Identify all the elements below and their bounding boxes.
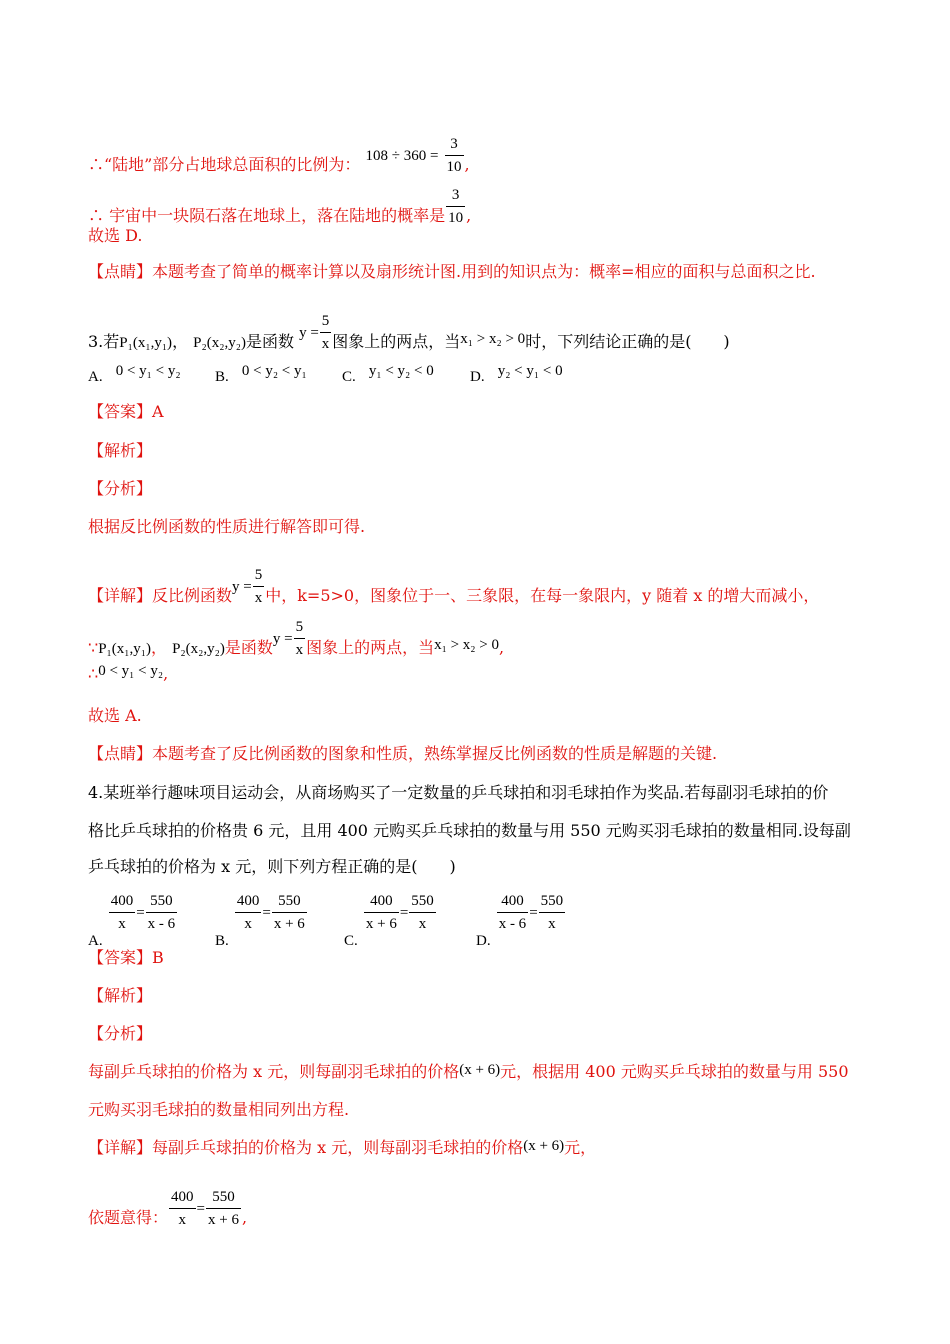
q3-option-a[interactable]: A. 0 < y₁ < y₂ bbox=[88, 363, 181, 385]
q3-fenxi-text: 根据反比例函数的性质进行解答即可得. bbox=[88, 517, 366, 536]
q3-func-frac: $\frac{5}{x}$ bbox=[320, 310, 332, 355]
q4-option-c[interactable]: C. $\frac{400}{x + 6}$ = $\frac{550}{x}$ bbox=[344, 900, 437, 945]
q4-option-a[interactable]: A. $\frac{400}{x}$ = $\frac{550}{x - 6}$ bbox=[88, 900, 178, 945]
choose-d: 故选 D. bbox=[88, 226, 143, 245]
q4-xiangjie: 【详解】每副乒乓球拍的价格为 x 元，则每副羽毛球拍的价格(x + 6)元， bbox=[88, 1138, 597, 1157]
q3-option-c[interactable]: C. y₁ < y₂ < 0 bbox=[342, 363, 434, 385]
q3-xiangjie-frac: $\frac{5}{x}$ bbox=[253, 564, 265, 609]
q3-dianjing: 【点睛】本题考查了反比例函数的图象和性质，熟练掌握反比例函数的性质是解题的关键. bbox=[88, 744, 718, 763]
q4-fenxi-line1: 每副乒乓球拍的价格为 x 元，则每副羽毛球拍的价格(x + 6)元，根据用 400 元购买乒乓球拍的数量与用 550 bbox=[88, 1062, 849, 1081]
q3-jiexi: 【解析】 bbox=[88, 441, 153, 460]
q3-choose: 故选 A. bbox=[88, 706, 142, 725]
fraction-3-10-b: $\frac{3}{10}$ bbox=[446, 184, 465, 229]
q3-because-frac: $\frac{5}{x}$ bbox=[294, 616, 306, 661]
q4-fenxi-line2: 元购买羽毛球拍的数量相同列出方程. bbox=[88, 1100, 350, 1119]
q4-answer: 【答案】B bbox=[88, 948, 164, 967]
q3-option-d[interactable]: D. y₂ < y₁ < 0 bbox=[470, 363, 563, 385]
q4-option-d[interactable]: D. $\frac{400}{x - 6}$ = $\frac{550}{x}$ bbox=[476, 900, 566, 945]
q3-fenxi: 【分析】 bbox=[88, 479, 153, 498]
q3-stem: 3.若P₁(x₁,y₁)， P₂(x₂,y₂)是函数 y = $\frac{5}{x}$ 图象上的两点，当x₁ > x₂ > 0时，下列结论正确的是( ) bbox=[88, 320, 730, 365]
probability-line: ∴ 宇宙中一块陨石落在地球上，落在陆地的概率是 $\frac{3}{10}$ , bbox=[88, 194, 471, 239]
q4-jiexi: 【解析】 bbox=[88, 986, 153, 1005]
fraction-3-10: $\frac{3}{10}$ bbox=[445, 133, 464, 178]
q4-stem-1: 4.某班举行趣味项目运动会，从商场购买了一定数量的乒乓球拍和羽毛球拍作为奖品.若每副羽毛球拍的价 bbox=[88, 783, 829, 802]
q4-fenxi: 【分析】 bbox=[88, 1024, 153, 1043]
q3-therefore-line: ∴0 < y₁ < y₂, bbox=[88, 663, 169, 683]
ratio-line: ∴“陆地”部分占地球总面积的比例为： 108 ÷ 360 = $\frac{3}{10}$ , bbox=[88, 143, 470, 188]
q4-final-equation: 依题意得： $\frac{400}{x}$ = $\frac{550}{x + 6}$ , bbox=[88, 1196, 247, 1241]
q3-answer: 【答案】A bbox=[88, 402, 164, 421]
dianjing-1: 【点睛】本题考查了简单的概率计算以及扇形统计图.用到的知识点为：概率=相应的面积与总面积之比. bbox=[88, 262, 816, 281]
q4-option-b[interactable]: B. $\frac{400}{x}$ = $\frac{550}{x + 6}$ bbox=[215, 900, 308, 945]
q3-xiangjie: 【详解】反比例函数y = $\frac{5}{x}$ 中，k=5>0，图象位于一、三象限，在每一象限内，y 随着 x 的增大而减小， bbox=[88, 574, 819, 619]
q4-stem-3: 乒乓球拍的价格为 x 元，则下列方程正确的是( ) bbox=[88, 857, 456, 876]
ratio-expr: 108 ÷ 360 = bbox=[365, 148, 439, 164]
q4-stem-2: 格比乒乓球拍的价格贵 6 元，且用 400 元购买乒乓球拍的数量与用 550 元购买羽毛球拍的数量相同.设每副 bbox=[88, 821, 851, 840]
q3-because-line: ∵P₁(x₁,y₁)， P₂(x₂,y₂)是函数y = $\frac{5}{x}$ 图象上的两点，当x₁ > x₂ > 0, bbox=[88, 626, 504, 671]
q3-option-b[interactable]: B. 0 < y₂ < y₁ bbox=[215, 363, 307, 385]
